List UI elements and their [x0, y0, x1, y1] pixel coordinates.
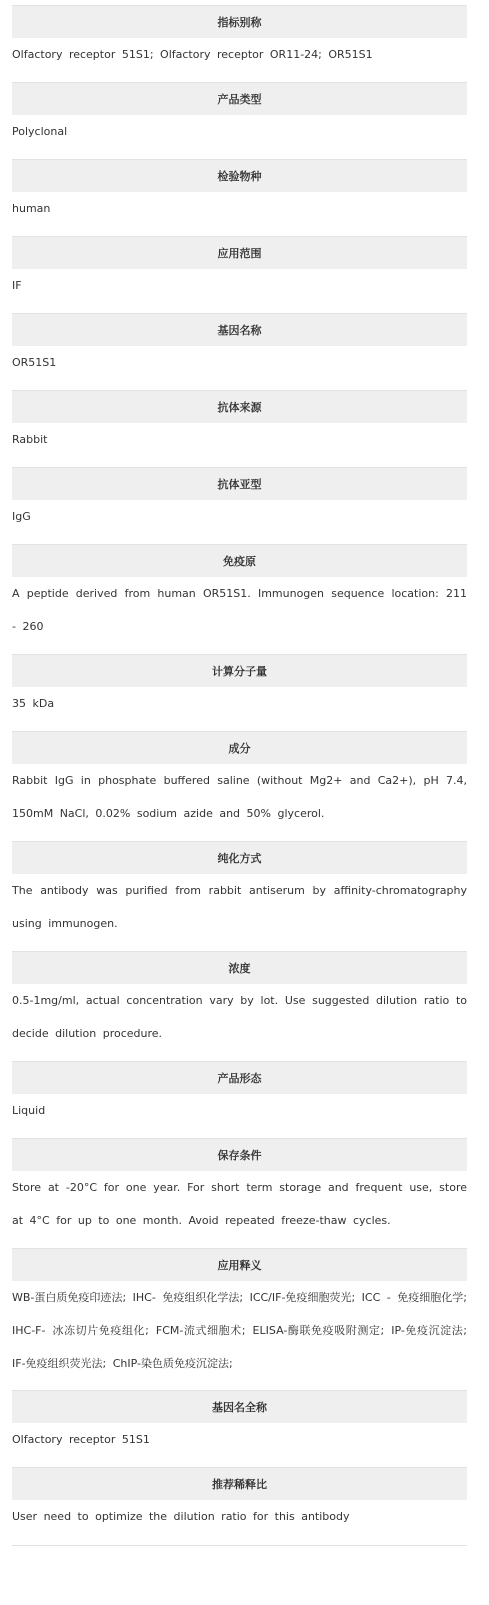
- section-value: human: [12, 202, 51, 215]
- section-value: The antibody was purified from rabbit antiserum by affinity-chromatography using immunogen.: [12, 884, 467, 930]
- section-header: 基因名全称: [12, 1390, 467, 1423]
- section-header: 应用释义: [12, 1248, 467, 1281]
- section-header: 纯化方式: [12, 841, 467, 874]
- section-header: 推荐稀释比: [12, 1467, 467, 1500]
- section-header: 抗体亚型: [12, 467, 467, 500]
- section-value: IF: [12, 279, 22, 292]
- section-value: IgG: [12, 510, 31, 523]
- section-value: Olfactory receptor 51S1; Olfactory receptor OR11-24; OR51S1: [12, 48, 373, 61]
- section-header: 计算分子量: [12, 654, 467, 687]
- section-value: OR51S1: [12, 356, 57, 369]
- section-header: 保存条件: [12, 1138, 467, 1171]
- section-value: A peptide derived from human OR51S1. Immunogen sequence location: 211 - 260: [12, 587, 467, 633]
- section-header: 基因名称: [12, 313, 467, 346]
- section-value: Rabbit: [12, 433, 48, 446]
- section-value: Olfactory receptor 51S1: [12, 1433, 150, 1446]
- section-header: 抗体来源: [12, 390, 467, 423]
- section-value: User need to optimize the dilution ratio for this antibody: [12, 1510, 350, 1523]
- section-value: 0.5-1mg/ml, actual concentration vary by lot. Use suggested dilution ratio to decide dilution procedure.: [12, 994, 467, 1040]
- table-bottom-divider: [12, 1545, 467, 1546]
- section-value: WB-蛋白质免疫印迹法; IHC- 免疫组织化学法; ICC/IF-免疫细胞荧光; ICC - 免疫细胞化学; IHC-F- 冰冻切片免疫组化; FCM-流式细胞术; ELISA-酶联免疫吸附测定; IP-免疫沉淀法; IF-免疫组织荧光法; ChIP-染色质免疫沉淀法;: [12, 1291, 467, 1370]
- section-value: Polyclonal: [12, 125, 68, 138]
- section-header: 产品形态: [12, 1061, 467, 1094]
- section-header: 指标别称: [12, 5, 467, 38]
- section-value: 35 kDa: [12, 697, 55, 710]
- section-header: 免疫原: [12, 544, 467, 577]
- section-value: Liquid: [12, 1104, 46, 1117]
- section-header: 应用范围: [12, 236, 467, 269]
- section-header: 产品类型: [12, 82, 467, 115]
- section-value: Rabbit IgG in phosphate buffered saline (without Mg2+ and Ca2+), pH 7.4, 150mM NaCl, 0.02% sodium azide and 50% glycerol.: [12, 774, 467, 820]
- section-header: 检验物种: [12, 159, 467, 192]
- section-header: 浓度: [12, 951, 467, 984]
- section-header: 成分: [12, 731, 467, 764]
- section-value: Store at -20°C for one year. For short term storage and frequent use, store at 4°C for up to one month. Avoid repeated freeze-thaw cycles.: [12, 1181, 467, 1227]
